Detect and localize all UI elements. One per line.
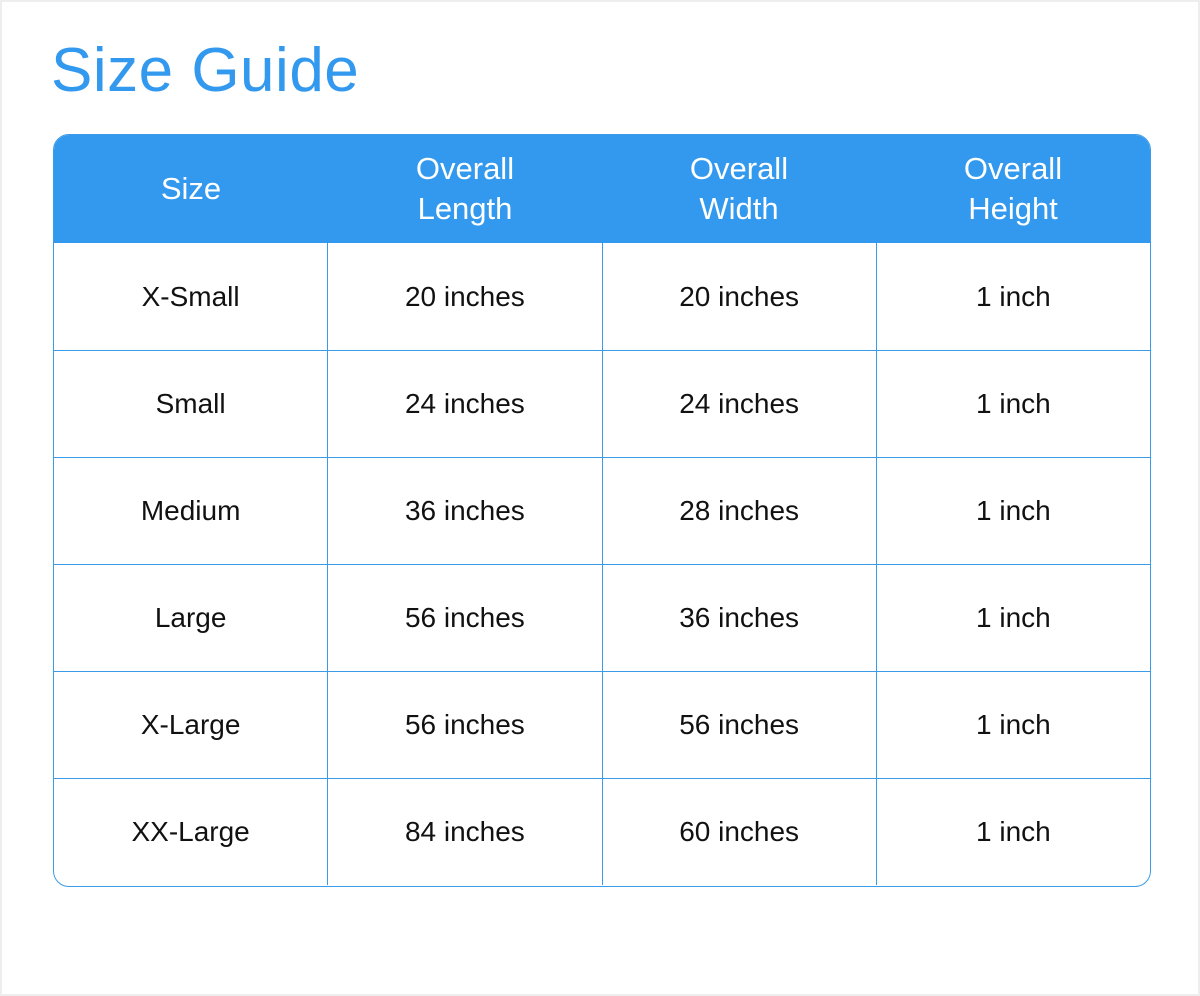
- cell-height: 1 inch: [876, 779, 1150, 885]
- header-overall-length: Overall Length: [415, 151, 515, 226]
- cell-width: 20 inches: [602, 243, 876, 350]
- header-size: Size: [160, 171, 222, 206]
- cell-length: 84 inches: [327, 779, 601, 885]
- cell-width: 24 inches: [602, 351, 876, 457]
- table-row: [54, 778, 1150, 885]
- cell-length: 56 inches: [327, 565, 601, 671]
- table-row: [54, 564, 1150, 671]
- table-row: [54, 671, 1150, 778]
- cell-size: Small: [155, 388, 226, 419]
- cell-width: 60 inches: [602, 779, 876, 885]
- table-row: [54, 457, 1150, 564]
- cell-size: Large: [154, 602, 227, 633]
- cell-size: X-Small: [141, 280, 240, 312]
- cell-length: 56 inches: [327, 672, 601, 778]
- cell-size: X-Large: [140, 709, 241, 740]
- cell-height: 1 inch: [876, 351, 1150, 457]
- table-row: [54, 350, 1150, 457]
- header-overall-width: Overall Width: [689, 151, 789, 226]
- table-header-row: [54, 135, 1150, 243]
- cell-height: 1 inch: [876, 458, 1150, 564]
- cell-size: XX-Large: [131, 816, 250, 847]
- size-table: [53, 134, 1151, 887]
- header-overall-height: Overall Height: [963, 151, 1063, 226]
- cell-width: 36 inches: [602, 565, 876, 671]
- cell-length: 24 inches: [327, 351, 601, 457]
- cell-height: 1 inch: [876, 565, 1150, 671]
- cell-height: 1 inch: [876, 243, 1150, 350]
- cell-width: 56 inches: [602, 672, 876, 778]
- page-title: Size Guide: [51, 36, 360, 105]
- cell-length: 36 inches: [327, 458, 601, 564]
- cell-height: 1 inch: [876, 672, 1150, 778]
- table-row: [54, 243, 1150, 350]
- cell-length: 20 inches: [327, 243, 601, 350]
- cell-width: 28 inches: [602, 458, 876, 564]
- cell-size: Medium: [140, 495, 241, 526]
- table-body: [54, 243, 1150, 885]
